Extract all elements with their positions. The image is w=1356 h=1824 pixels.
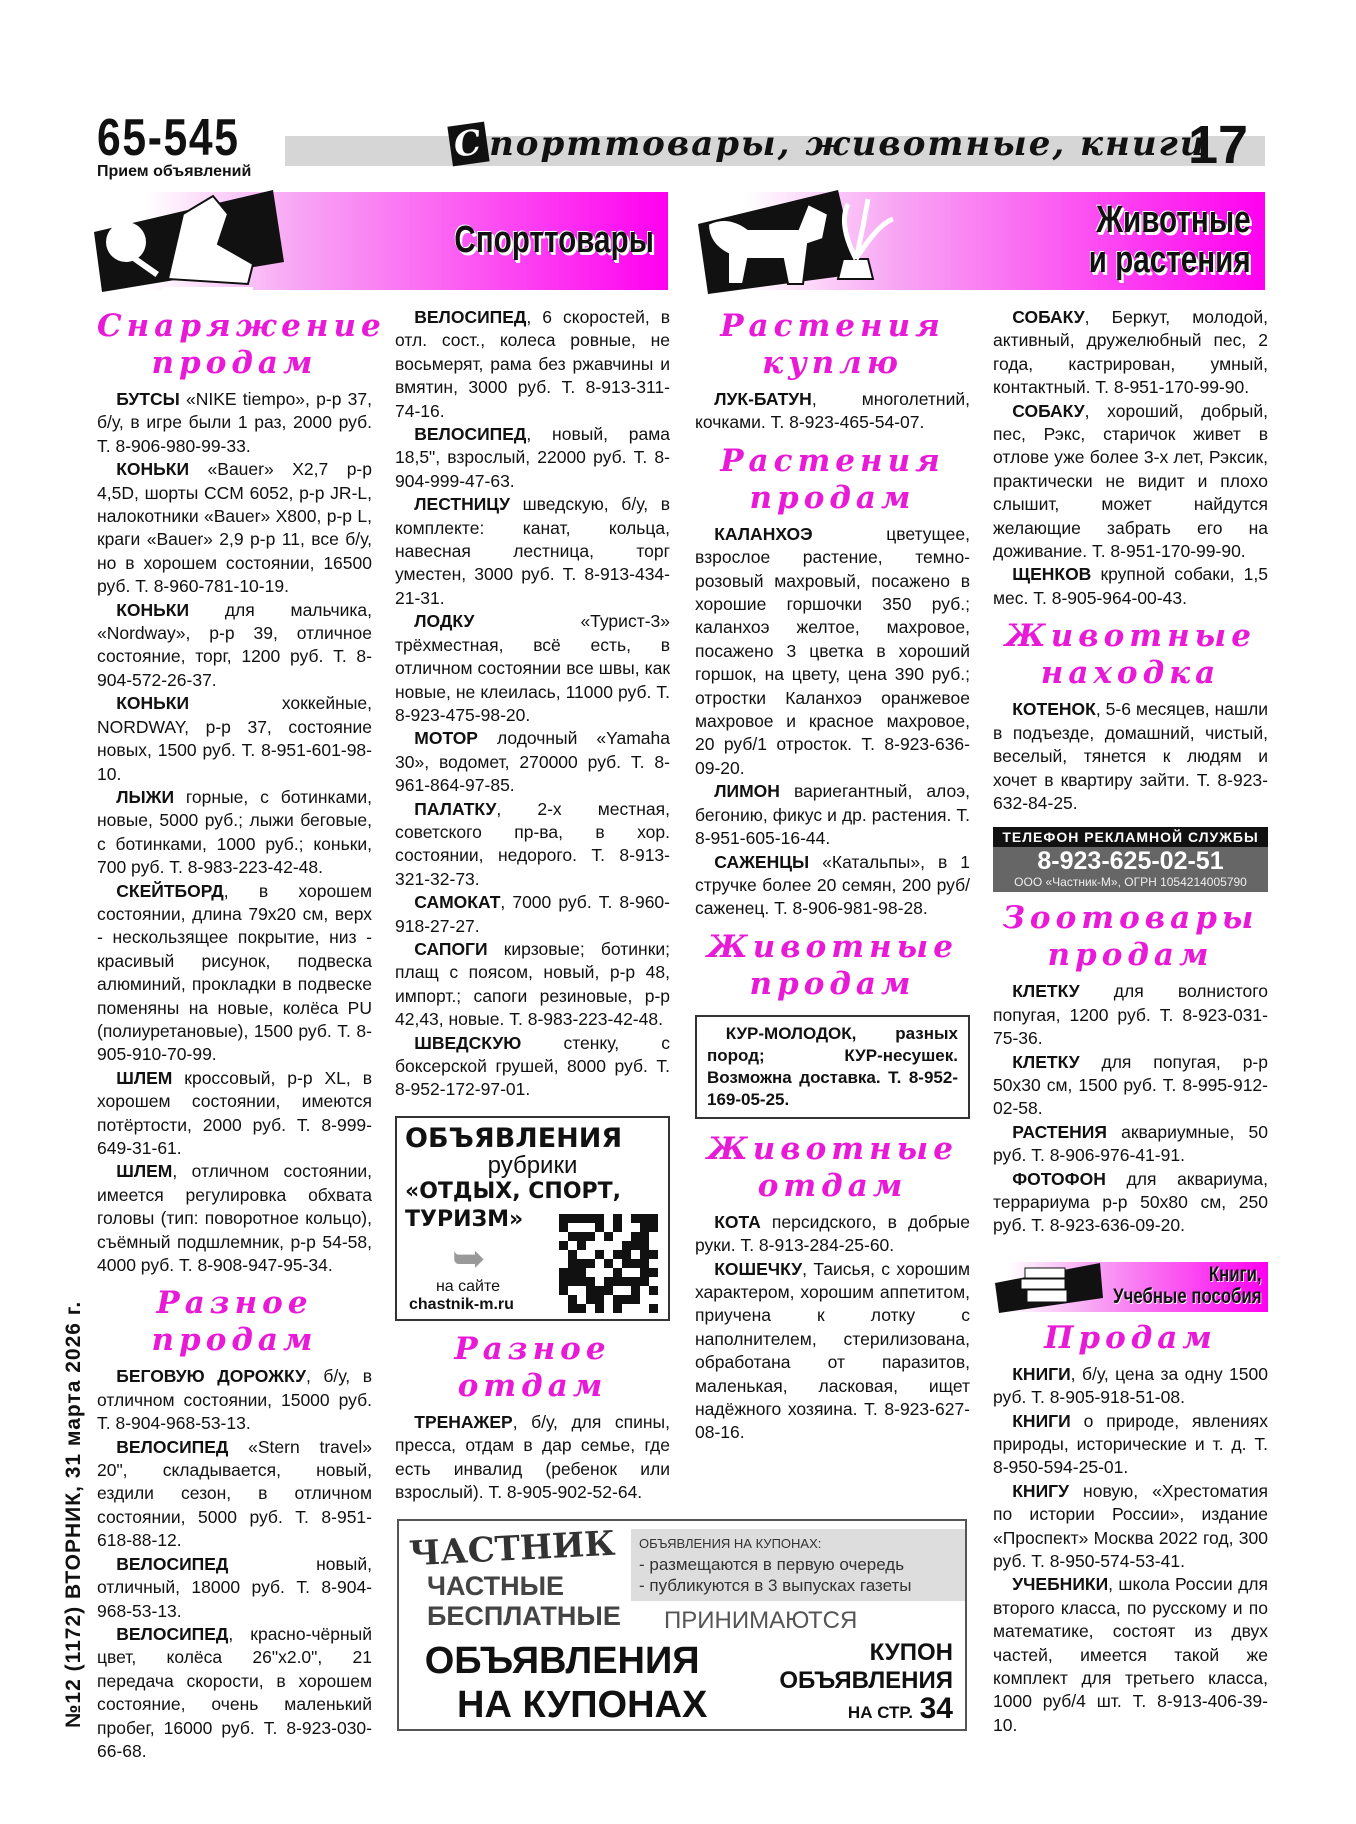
coupon-info-title: ОБЪЯВЛЕНИЯ НА КУПОНАХ: (639, 1536, 822, 1551)
coupon-accepted: ПРИНИМАЮТСЯ (664, 1607, 858, 1634)
section-heading-line: Разное отдам (454, 1330, 611, 1404)
classified-ad (395, 891, 670, 938)
classified-ad (993, 1121, 1268, 1168)
classified-ad (97, 1553, 372, 1623)
classified-ad (395, 1032, 670, 1102)
qr-ad-rubric: «ОТДЫХ, СПОРТ, ТУРИЗМ» (405, 1178, 622, 1232)
ad-keyword: ВЕЛОСИПЕД (414, 424, 527, 445)
qr-ad-sub: рубрики (487, 1151, 578, 1179)
ad-text: для попугая, р-р 50х30 см, 1500 руб. Т. 8-995-912-02-58. (993, 1051, 1268, 1119)
ad-text: стенку, с боксерской грушей, 8000 руб. Т. 8-952-172-97-01. (395, 1032, 670, 1100)
ad-text: хоккейные, NORDWAY, р-р 37, состояние новых, 1500 руб. Т. 8-951-601-98-10. (97, 693, 372, 784)
classified-ad (395, 610, 670, 727)
classified-ad (97, 786, 372, 880)
ad-text: , 2-х местная, советского пр-ва, в хор. состоянии, недорого. Т. 8-913-321-32-73. (395, 798, 670, 889)
section-heading-line: Снаряжение (97, 308, 386, 344)
section-heading-line: продам (749, 965, 916, 1002)
ad-phone-caption: Прием объявлений (97, 163, 252, 180)
ad-service-legal: ООО «Частник-М», ОГРН 1054214005790 (1014, 875, 1247, 890)
section-heading-line: продам (151, 1322, 318, 1359)
banner-animals (688, 192, 1265, 290)
section-heading-line: Зоотовары (1002, 900, 1259, 937)
section-heading-line: отдам (757, 1167, 908, 1204)
section-heading (695, 308, 970, 382)
ad-keyword: ПАЛАТКУ (414, 798, 497, 819)
ad-keyword: КОНЬКИ (116, 599, 190, 620)
ad-keyword: КЛЕТКУ (1012, 1051, 1080, 1072)
ad-keyword: ШЛЕМ (116, 1067, 173, 1088)
ad-service-label: ТЕЛЕФОН РЕКЛАМНОЙ СЛУЖБЫ (993, 827, 1268, 847)
classified-ad (395, 798, 670, 892)
ad-text: о природе, явлениях природы, исторические и т. д. Т. 8-950-594-25-01. (993, 1410, 1268, 1478)
section-heading-line: продам (151, 345, 318, 381)
section-heading (395, 1331, 670, 1405)
section-heading (97, 1285, 372, 1359)
books-icon (995, 1258, 1105, 1314)
classified-ad (97, 599, 372, 693)
ad-text: для волнистого попугая, 1200 руб. Т. 8-923-031-75-36. (993, 981, 1268, 1049)
classified-ad (97, 458, 372, 598)
section-heading-line: находка (1040, 655, 1221, 692)
ad-text: , школа России для второго класса, по русскому и по математике, состоят из двух частей, имеется такой же комплект для третьего класса, 1000 руб/4 шт. Т. 8-913-406-39-10. (993, 1574, 1268, 1735)
ad-keyword: САЖЕНЦЫ (714, 851, 810, 872)
coupon-big-1: ОБЪЯВЛЕНИЯ (424, 1640, 700, 1682)
ad-keyword: КОТА (714, 1211, 761, 1232)
qr-code (559, 1214, 658, 1313)
banner-animals-line1: Животные (1096, 199, 1251, 241)
ad-text: для мальчика, «Nordway», р-р 39, отличное состояние, торг, 1200 руб. Т. 8-904-572-26-37. (97, 599, 372, 690)
section-heading-line: продам (1047, 937, 1214, 974)
banner-books-title (1113, 1264, 1262, 1308)
skate-racket-icon (88, 184, 288, 296)
ad-keyword: КНИГУ (1012, 1480, 1069, 1501)
ad-keyword: ТРЕНАЖЕР (414, 1411, 513, 1432)
classified-ad (993, 1168, 1268, 1238)
classified-ad (993, 1480, 1268, 1574)
coupon-info-2: - публикуются в 3 выпусках газеты (639, 1576, 912, 1595)
coupon-ad (397, 1519, 967, 1731)
section-heading-line: Животные (707, 928, 958, 965)
classified-ad (395, 1411, 670, 1505)
ad-keyword: ФОТОФОН (1012, 1168, 1106, 1189)
title-initial: С (447, 122, 489, 167)
ad-text: , многолетний, кочками. Т. 8-923-465-54-07. (695, 389, 970, 433)
column-2 (395, 306, 670, 1504)
ad-keyword: КНИГИ (1012, 1363, 1071, 1384)
section-heading-line: Животные (707, 1130, 958, 1167)
section-heading-line: Разное (156, 1285, 313, 1322)
classified-ad (97, 1067, 372, 1161)
classified-ad (993, 1051, 1268, 1121)
banner-sport (88, 192, 668, 290)
section-heading (993, 618, 1268, 692)
classified-ad (97, 880, 372, 1067)
classified-ad (695, 1211, 970, 1258)
classified-ad (97, 692, 372, 786)
ad-keyword: КЛЕТКУ (1012, 981, 1080, 1002)
classified-ad (695, 1258, 970, 1445)
banner-books-line2: Учебные пособия (1113, 1284, 1262, 1308)
column-1 (97, 300, 386, 1763)
ad-text: , 7000 руб. Т. 8-960-918-27-27. (395, 892, 670, 936)
ad-keyword: БЕГОВУЮ ДОРОЖКУ (116, 1366, 306, 1387)
classified-ad (97, 1160, 372, 1277)
qr-ad (395, 1116, 670, 1321)
banner-animals-title (1089, 200, 1251, 280)
section-heading (695, 443, 970, 517)
coupon-right-3: НА СТР. (847, 1703, 913, 1722)
ad-text: , Таисья, с хорошим характером, хорошим аппетитом, приучена к лотку с наполнителем, стерилизована, обработана от паразитов, маленькая, ласковая, ищет надёжного хозяина. Т. 8-923-627-08-16. (695, 1258, 970, 1443)
classified-ad (395, 938, 670, 1032)
ad-text: , красно-чёрный цвет, колёса 26"х2.0", 21 передача скорости, в хорошем состояние, очень маленький пробег, 16000 руб. Т. 8-923-030-66-68. (97, 1623, 372, 1761)
qr-ad-site: chastnik-m.ru (409, 1295, 514, 1313)
ad-keyword: СОБАКУ (1012, 307, 1085, 327)
ad-text: , новый, рама 18,5", взрослый, 22000 руб. Т. 8-904-999-47-63. (395, 424, 670, 491)
ad-text: крупной собаки, 1,5 мес. Т. 8-905-964-00-43. (993, 564, 1268, 608)
ad-keyword: КНИГИ (1012, 1410, 1071, 1431)
classified-ad (993, 563, 1268, 610)
column-3 (695, 300, 970, 1445)
ad-text: , Беркут, молодой, активный, дружелюбный пес, 2 года, кастрирован, умный, контактный. Т. 8-951-170-99-90. (993, 307, 1268, 398)
ad-text: «Stern travel» 20", складывается, новый, ездили сезон, в отличном состоянии, 5000 руб. Т. 8-951-618-88-12. (97, 1436, 372, 1551)
ad-keyword: ЛЕСТНИЦУ (414, 494, 510, 515)
ad-text: «NIKE tiempo», р-р 37, б/у, в игре были 1 раз, 2000 руб. Т. 8-906-980-99-33. (97, 389, 372, 456)
classified-ad (97, 388, 372, 458)
dog-plant-icon (688, 184, 898, 296)
ad-keyword: БУТСЫ (116, 389, 180, 409)
ad-text: аквариумные, 50 руб. Т. 8-906-976-41-91. (993, 1121, 1268, 1166)
section-heading (695, 1131, 970, 1205)
coupon-left-2: БЕСПЛАТНЫЕ (427, 1601, 621, 1631)
ad-keyword: ЛУК-БАТУН (714, 389, 812, 409)
ad-text: для аквариума, террариума р-р 50х80 см, 250 руб. Т. 8-923-636-09-20. (993, 1168, 1268, 1236)
classified-ad (993, 1410, 1268, 1480)
ad-text: «Турист-3» трёхместная, всё есть, в отличном состоянии все швы, как новые, не клеилась, 11000 руб. Т. 8-923-475-98-20. (395, 611, 670, 725)
issue-line: №12 (1172) ВТОРНИК, 31 марта 2026 г. (62, 1300, 85, 1728)
classified-ad (695, 851, 970, 921)
qr-ad-title: ОБЪЯВЛЕНИЯ (405, 1122, 623, 1154)
banner-animals-line2: и растения (1089, 239, 1251, 281)
ad-text: , отличном состоянии, имеется регулировка обхвата головы (тип: поворотное кольцо), съёмный подшлемник, р-р 54-58, 4000 руб. Т. 8-908-947-95-34. (97, 1161, 372, 1276)
page-title (450, 124, 1206, 164)
ad-keyword: ЛОДКУ (414, 611, 475, 632)
section-heading (695, 929, 970, 1003)
chastnik-logo: ЧАСТНИК (408, 1523, 617, 1575)
classified-ad (993, 1573, 1268, 1737)
ad-keyword: ЛИМОН (714, 781, 780, 802)
ad-text: , б/у, цена за одну 1500 руб. Т. 8-905-918-51-08. (993, 1363, 1268, 1408)
title-text: порттовары, животные, книги (489, 124, 1207, 164)
ad-keyword: КАЛАНХОЭ (714, 523, 813, 544)
classified-ad (395, 306, 670, 423)
section-heading-line: продам (749, 479, 916, 516)
ad-text: «Катальпы», в 1 стручке более 20 семян, 200 руб/саженец. Т. 8-906-981-98-28. (695, 851, 970, 919)
classified-ad (993, 400, 1268, 564)
classified-ad (993, 306, 1268, 400)
ad-text: , б/у, в отличном состоянии, 15000 руб. Т. 8-904-968-53-13. (97, 1366, 372, 1434)
ad-text: кирзовые; ботинки; плащ с поясом, новый, р-р 48, импорт.; сапоги резиновые, р-р 42,43, новые. Т. 8-983-223-42-48. (395, 938, 670, 1030)
coupon-big (417, 1639, 707, 1727)
qr-ad-site-label: на сайте (435, 1277, 501, 1295)
ad-text: , 6 скоростей, в отл. сост., колеса ровные, не восьмерят, рама без ржавчины и вмятин, 3000 руб. Т. 8-913-311-74-16. (395, 307, 670, 421)
classified-ad (395, 493, 670, 610)
ad-keyword: САМОКАТ (414, 892, 501, 913)
banner-books-line1: Книги, (1209, 1262, 1262, 1286)
ad-text: «Bauer» X2,7 р-р 4,5D, шорты CCM 6052, р-р JR-L, налокотники «Bauer» X800, р-р L, краги «Bauer» 2,9 р-р 11, все б/у, но в хорошем состоянии, 16500 руб. Т. 8-960-781-10-19. (97, 459, 372, 597)
ad-text: , в хорошем состоянии, длина 79х20 см, верх - нескользящее покрытие, низ - красивый рисунок, подвеска алюминий, прокладки в подвеске поменяны на новые, колёса PU (полиуретановые), 1500 руб. Т. 8-905-910-70-99. (97, 880, 372, 1065)
ad-keyword: ШВЕДСКУЮ (414, 1032, 522, 1053)
classified-ad (993, 1363, 1268, 1410)
ad-keyword: СКЕЙТБОРД (116, 880, 224, 901)
coupon-page-number: 34 (919, 1692, 953, 1725)
ad-text: персидского, в добрые руки. Т. 8-913-284-25-60. (695, 1211, 970, 1256)
coupon-page-ref (779, 1692, 953, 1727)
classified-ad (695, 388, 970, 435)
ad-keyword: СОБАКУ (1012, 400, 1085, 421)
coupon-right-2: ОБЪЯВЛЕНИЯ (779, 1667, 953, 1694)
ad-keyword: КОШЕЧКУ (714, 1258, 803, 1279)
banner-sport-title: Спорттовары (454, 219, 654, 261)
ad-text: новый, отличный, 18000 руб. Т. 8-904-968-53-13. (97, 1553, 372, 1621)
coupon-big-2: НА КУПОНАХ (457, 1684, 708, 1726)
classified-ad (695, 780, 970, 850)
ad-keyword: МОТОР (414, 728, 478, 749)
ad-text: цветущее, взрослое растение, темно-розовый махровый, посажено в хорошие горшочки 350 руб.; каланхоэ желтое, махровое, посажено 3 цветка в хороший горшок, на цвету, цена 390 руб.; отростки Каланхоэ оранжевое махровое и красное махровое, 20 руб/1 отросток. Т. 8-923-636-09-20. (695, 523, 970, 778)
coupon-info (631, 1529, 967, 1601)
classified-ad (97, 1436, 372, 1553)
section-heading (993, 900, 1268, 974)
ad-service-number: 8-923-625-02-51 (1037, 847, 1224, 876)
ad-keyword: ВЕЛОСИПЕД (116, 1436, 229, 1457)
column-4 (993, 306, 1268, 1737)
classified-ad (993, 698, 1268, 815)
ad-keyword: САПОГИ (414, 938, 488, 959)
ad-text: шведскую, б/у, в комплекте: канат, кольца, навесная лестница, торг уместен, 3000 руб. Т. 8-913-434-21-31. (395, 494, 670, 608)
classified-ad (97, 1365, 372, 1435)
section-heading-line: Растения (720, 308, 945, 344)
classified-ad (395, 423, 670, 493)
ad-text: , хороший, добрый, пес, Рэкс, старичок живет в отлове уже более 3-х лет, Рэксик, практически не видит и плохо слышит, может найдутся желающие забрать его на доживание. Т. 8-951-170-99-90. (993, 400, 1268, 562)
ad-keyword: ЩЕНКОВ (1012, 564, 1092, 585)
classified-ad (97, 1623, 372, 1763)
ad-service-phone (993, 827, 1268, 892)
coupon-right-1: КУПОН (869, 1639, 953, 1666)
section-heading-line: Растения (720, 442, 945, 479)
classified-ad (395, 727, 670, 797)
page-number: 17 (1188, 115, 1249, 175)
ad-keyword: ВЕЛОСИПЕД (116, 1623, 229, 1644)
ad-keyword: ВЕЛОСИПЕД (414, 307, 527, 327)
classified-ad (993, 980, 1268, 1050)
section-heading (97, 308, 386, 382)
classified-ad (695, 523, 970, 780)
ad-text: вариегантный, алоэ, бегонию, фикус и др. растения. Т. 8-951-605-16-44. (695, 781, 970, 849)
section-heading-line: Животные (1005, 618, 1256, 655)
banner-books (993, 1262, 1268, 1312)
ad-phone-number: 65-545 (97, 109, 240, 167)
ad-text: новую, «Хрестоматия по истории России», издание «Проспект» Москва 2022 год, 300 руб. Т. 8-950-574-53-41. (993, 1480, 1268, 1572)
ad-keyword: РАСТЕНИЯ (1012, 1121, 1107, 1142)
ad-keyword: ЛЫЖИ (116, 786, 175, 807)
ad-text: кроссовый, р-р XL, в хорошем состоянии, имеются потёртости, 2000 руб. Т. 8-999-649-31-61. (97, 1067, 372, 1158)
ad-keyword: ШЛЕМ (116, 1161, 173, 1182)
ad-text: лодочный «Yamaha 30», водомет, 270000 руб. Т. 8-961-864-97-85. (395, 728, 670, 796)
section-heading-line: куплю (762, 345, 903, 381)
ad-keyword: КОНЬКИ (116, 459, 190, 480)
coupon-left-text (427, 1571, 621, 1631)
arrow-icon: ➥ (452, 1235, 486, 1282)
section-heading (993, 1320, 1268, 1357)
ad-text: , 5-6 месяцев, нашли в подъезде, домашний, чистый, веселый, тянется к людям и хочет в квартиру зайти. Т. 8-923-632-84-25. (993, 699, 1268, 813)
section-heading-line: Продам (1044, 1319, 1217, 1356)
ad-text: горные, с ботинками, новые, 5000 руб.; лыжи беговые, с ботинками, 1000 руб.; коньки, 700 руб. Т. 8-983-223-42-48. (97, 786, 372, 878)
ad-keyword: КОТЕНОК (1012, 699, 1096, 720)
coupon-right (779, 1639, 953, 1727)
coupon-left-1: ЧАСТНЫЕ (427, 1571, 565, 1601)
coupon-info-1: - размещаются в первую очередь (639, 1555, 905, 1574)
ad-keyword: УЧЕБНИКИ (1012, 1574, 1109, 1595)
ad-keyword: ВЕЛОСИПЕД (116, 1553, 229, 1574)
ad-text: , б/у, для спины, пресса, отдам в дар семье, где есть инвалид (ребенок или взрослый). Т. 8-905-902-52-64. (395, 1411, 670, 1503)
ad-keyword: КОНЬКИ (116, 693, 190, 714)
boxed-ad: КУР-МОЛОДОК, разных пород; КУР-несушек. Возможна доставка. Т. 8-952-169-05-25. (695, 1015, 970, 1119)
